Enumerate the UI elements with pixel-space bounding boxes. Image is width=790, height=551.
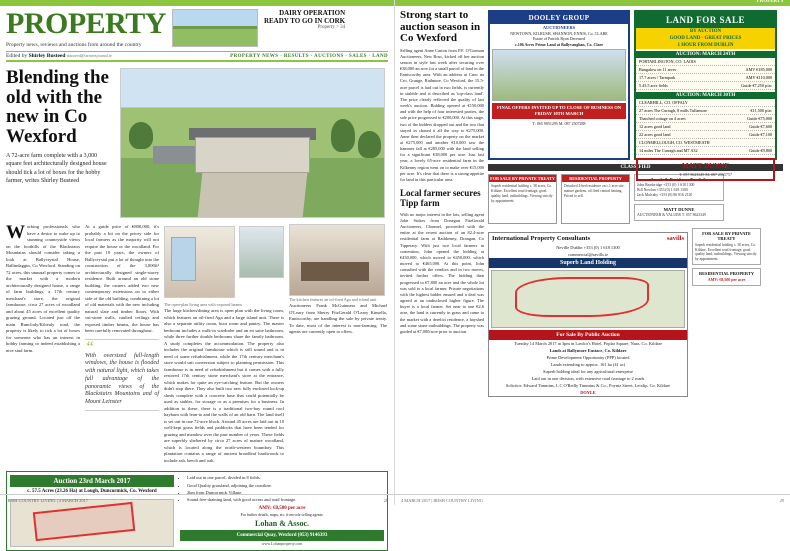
savills-agent: DOYLE <box>580 389 596 395</box>
interior-photo <box>164 226 235 298</box>
lot-price: AMV €110,000 <box>745 75 772 80</box>
lot-desc: 12 acres good land <box>639 124 671 129</box>
savills-auction-bar: For Sale By Public Auction <box>489 330 687 340</box>
landsale-lot-row <box>636 66 775 74</box>
lot-desc: 17.7 acres / Tarmpark <box>639 75 676 80</box>
masthead-photo <box>172 9 258 47</box>
editor-name: Shirley Busteed <box>28 53 66 60</box>
right-article-body: Selling agent Anne Carton from P.F. O'Gorman Auctioneers, New Ross, kicked off her auction season in style last week after securing over €38,000 an acre for a small parcel of land in the Enniscorthy area. With an address at Cnoc na Cro, Grange, Rathnure, Co Wexford, the 15.5-acre parcel is laid out in two fields, is currently in stubble and is described as 'top-class land'. The price clearly reflected the quality of last week's auction. Bidding opened at €150,000 and with the help of four interested parties, the sale price progressed to €200,000. At this stage, two of the bidders dropped out and the two that stayed in chased it all the way to €275,000. Anne then declared the property on the market at €275,000 and another €10,000 saw the hammer fall at €285,000 with the land selling for a significant €38,000 per acre. Just last year, a lovely 65-acre residential farm in the Kilkenny region went on to make over €15,000 per acre. It's clear that there is a strong appetite for land in this particular area. <box>400 47 484 182</box>
savills-brand: savills <box>667 234 684 242</box>
footer-page-number: 28 <box>383 497 388 503</box>
side-advert-title: FOR SALE BY PRIVATE TREATY <box>702 230 751 242</box>
dooley-title: DOOLEY GROUP <box>490 12 628 24</box>
pull-quote-text: With oversized full-length windows, the house is flooded with natural light, which takes full advantage of the panoramic views of the Blackstairs Mountains and of Mount Leinster <box>85 352 159 406</box>
article-column-3 <box>164 224 284 464</box>
savills-detail-2: Lands extending to approx. 161 ha (41 ac) <box>550 361 626 367</box>
right-page-footer <box>395 494 790 505</box>
landsale-lot-row <box>636 147 775 155</box>
dooley-offices: NEWTOWN, KILRUSH, SHANNON, ENNIS, Co. CLARE <box>510 31 608 36</box>
photo-grid <box>164 226 284 298</box>
auction-advert-title: Auction 23rd March 2017 <box>10 475 174 487</box>
dooley-offer-banner: FINAL OFFERS INVITED UP TO CLOSE OF BUSINESS ON FRIDAY 10TH MARCH <box>492 103 626 119</box>
lot-desc: 27 acres The Curragh, 8 mills Tullamore <box>639 108 707 113</box>
lot-desc: 22 acres good land <box>639 132 671 137</box>
classified-ad-body: Detached 4-bed residence on c.1 acre site, mature gardens, oil fired central heating. Priced to sell. <box>564 184 625 198</box>
advert-columns <box>488 228 783 397</box>
lot-desc: Thatched cottage on 4 acres <box>639 116 686 121</box>
dooley-contact[interactable]: T: 065 9051295 M: 087 2507288 <box>532 121 586 127</box>
dooley-property: c.106 Acres Prime Land at Ballyvaughan, Co. Clare <box>514 41 604 47</box>
side-advert-body: Superb residential holding c. 38 acres, Co. Kildare. Excellent road frontage, good quality land, outbuildings. Viewing strictly by appointment. <box>695 243 757 262</box>
landsale-lot-row <box>636 131 775 139</box>
auction-map <box>10 499 174 547</box>
landsale-section-2: AUCTION: MARCH 30TH <box>636 92 775 99</box>
classified-ad-title: FOR SALE BY PRIVATE TREATY <box>490 176 555 181</box>
article-body-3: The large kitchen/dining area is open plan with the living room, which features an oil-fired Aga and a large island unit. There is also a separate utility room, boot room and pantry. The master bedroom includes a walk-in wardrobe and an en suite bathroom, while three further double bedrooms share the family bathroom. A study completes the accommodation. The property also includes the original farmhouse which is still sound and is in need of some refurbishment, while the 17th century merchant's store would suit conversion subject to planning permission. This farmhouse is in need of refurbishment but it comes with a fully restored 17th century stone merchant's store at the entrance, which makes for quite an eye-catching feature. But the owners didn't stop there. They also built two new fully enclosed lock-up sheds complete with a concrete base that could potentially be used as stables, for storage or as a premises for a business. In addition to these, there is a traditional two-bay round roof haybarn with lean-to and the walls of an old barn. The land itself is set out in one 72-acre block. Around 45 acres are laid out in 10 well-kept grass fields and paddocks that have been tended for grazing and meadow over the past number of years. These fields are superbly sheltered by circa 27 acres of mature woodland, which is located along the north-western boundary. This plantation contains a range of ancient broadleaf hardwoods to include ash, beech and oak. <box>164 308 284 463</box>
side-advert-price: AMV: €8,500 per acre <box>707 277 746 283</box>
savills-property: Lands at Ballymore Eustace, Co. Kildare <box>549 347 627 353</box>
masthead-subtitle: Property news, reviews and auctions from around the country <box>6 42 142 48</box>
savills-headline: Superb Land Holding <box>489 258 687 268</box>
auction-advert-left <box>7 472 177 549</box>
tree-decoration <box>358 131 382 158</box>
landsale-lot-row <box>636 123 775 131</box>
contact-name: Bill Nowlan <box>637 187 656 192</box>
auction-agent-website[interactable]: www.Lohanproperty.com <box>261 540 303 546</box>
driveway-shape <box>198 173 308 217</box>
dooley-subtitle: AUCTIONEERS <box>542 25 576 30</box>
article-body-1: Working professionals who have a desire to wake up to stunning countryside views on the foothills of the Blackstairs Mountains should consider taking a look at Ballycrystal House, Ballindaggin, Co Wexford. Standing on 72 acres, this unusual property comes to the market with a modern architecturally designed house, a range of farm buildings, a 17th century merchant's store, the original farmhouse, circa 27 acres of woodland and about 45 acres of excellent quality grazing ground. Located just off the main Bunclody/Kiltealy road, the property is likely to tick a lot of boxes for someone who has an interest in hobby farming or indeed establishing a nice stud farm. <box>6 222 80 353</box>
contact-number[interactable]: +353 (0) 1 618 1300 <box>663 182 695 187</box>
side-advert-2[interactable] <box>692 268 761 286</box>
lot-price: Guide €7,100 <box>749 132 772 137</box>
savills-detail-4: Laid out in one division, with extensive road frontage to 2 roads <box>531 375 645 381</box>
article-column-4 <box>289 224 387 464</box>
side-advert-1[interactable] <box>692 228 761 265</box>
savills-map <box>491 270 685 328</box>
classified-header: CLASSIFIED <box>488 164 783 171</box>
contact-number[interactable]: +353 (0) 86 816 2120 <box>659 192 693 197</box>
lead-block <box>0 62 394 218</box>
matt-dunne-sub[interactable]: AUCTIONEER & VALUER T: 057 8623349 <box>637 212 706 217</box>
landsale-subtitle: BY AUCTION <box>636 28 775 35</box>
photo-caption: The kitchen features an oil-fired Aga and island unit <box>289 297 377 303</box>
footer-publication: IRISH COUNTRY LIVING | 4 MARCH 2017 <box>6 497 88 503</box>
contact-name: John Beasbridge <box>637 182 663 187</box>
auction-advert-right <box>177 472 387 549</box>
section-label: PROPERTY <box>756 0 784 4</box>
footer-page-number: 29 <box>779 497 784 503</box>
landsale-section-1: AUCTION: MARCH 24TH <box>636 51 775 58</box>
advert-area <box>488 10 783 397</box>
lead-text <box>6 68 114 218</box>
quote-mark-icon: “ <box>85 338 94 356</box>
landsale-lot-row <box>636 115 775 123</box>
auction-advert-subtitle: c. 57.5 Acres (23.26 Ha) at Lough, Duncormick, Co. Wexford <box>27 489 157 495</box>
right-advert-stack <box>634 174 724 224</box>
left-page <box>0 0 395 546</box>
footer-publication: 4 MARCH 2017 | IRISH COUNTRY LIVING <box>401 497 483 503</box>
tree-decoration <box>331 119 355 152</box>
landsale-banner: GOOD LAND - GREAT PRICES <box>636 35 775 42</box>
article-standfirst: A 72-acre farm complete with a 3,000 square feet architecturally designed house should tick a lot of boxes for the hobby farmer, writes Shirley Busteed <box>6 153 107 184</box>
auction-price: AMV: €8,500 per acre <box>258 506 306 512</box>
house-shape <box>195 137 311 173</box>
editor-email[interactable]: sbusteed@farmersjournal.ie <box>66 53 112 59</box>
plot-outline <box>32 502 135 541</box>
auction-bullet: • Good Quality grassland, adjoining the coastline. <box>187 483 384 489</box>
savills-detail-3: Superb holding ideal for any agricultural enterprise <box>543 368 633 374</box>
dooley-group-advert[interactable] <box>488 10 630 160</box>
auction-bullet: • Laid out in one parcel, divided in 8 fields. <box>187 475 384 481</box>
contact-number[interactable]: +353 (0) 1 618 1300 <box>656 187 688 192</box>
savills-contact-2[interactable]: commercial@savills.ie <box>567 251 609 257</box>
side-advert-title: RESIDENTIAL PROPERTY <box>698 270 755 276</box>
photo-caption: The open-plan living area with exposed beams <box>164 302 243 308</box>
tree-decoration <box>129 122 153 149</box>
landsale-lot-row <box>636 107 775 115</box>
promo-page-ref: Property > 34 <box>317 25 346 31</box>
landsale-location-2 <box>636 99 775 107</box>
small-advert-row <box>637 193 721 198</box>
auction-agent-name: Lohan & Assoc. <box>254 519 309 529</box>
masthead-strip <box>6 51 388 62</box>
lot-price: Guide €9,800 <box>749 148 772 153</box>
landsale-agent-contact[interactable]: T: 057 8623349 M: 087 2565757 <box>678 172 733 177</box>
promo-line-2: READY TO GO IN CORK <box>263 17 346 26</box>
classified-ad-title: RESIDENTIAL PROPERTY <box>562 175 629 182</box>
auction-advert[interactable] <box>6 471 388 550</box>
hero-photo <box>120 68 385 218</box>
classified-ad[interactable] <box>561 174 630 224</box>
landsale-location-3 <box>636 139 775 147</box>
lot-desc: 14 miles The Curragh and M7 A32 <box>639 148 698 153</box>
article-column-2 <box>85 224 159 464</box>
lot-price: Guide €7,600 <box>749 124 772 129</box>
right-article-column <box>400 10 484 397</box>
classified-ad-body: Superb residential holding c. 38 acres, Co. Kildare. Excellent road frontage, good quality land, outbuildings. Viewing strictly by appointment. <box>491 184 553 203</box>
right-article-headline: Strong start to auction season in Co Wexford <box>400 9 481 45</box>
landsale-lot-row <box>636 74 775 82</box>
lot-price: Guide €7,250 p/ac <box>741 83 772 88</box>
right-article-body-2: With no major interest in the lots, selling agent John Stokes from Donegan FitzGerald Auctioneers, Clonmel, proceeded with the entire at the recent auction of an 82.4-acre residential farm at Rathkenny, Drangan, Co Tipperary. With just two local farmers in contention, John opened the bidding at €430,000, which moved to €450,000, which moved to €465,000. At this point, John consulted with the vendors and in two moves, invited further offers. The bidding then progressed to €7,800 an acre and the whole lot was sold to a local farmer. Private negotiations with the highest bidder ensued and a deal was agreed at an undisclosed higher figure. The buyer is a local farmer. Set near to one €2.6 acre, the land is currently in grass and came to the market with a derelict residence, a hayshed and some stone outbuildings. The property was guided at €7,000/acre prior to auction. <box>400 211 484 334</box>
left-page-footer <box>0 494 394 505</box>
pull-quote <box>85 339 159 411</box>
landsale-title: LAND FOR SALE <box>636 12 775 28</box>
edited-by-label: Edited by <box>6 53 28 60</box>
small-advert-title: Lands & Residence For Sale <box>651 177 707 182</box>
auction-contact-note: For further details, maps, etc. from sole selling agents: <box>240 513 324 518</box>
classified-ad[interactable] <box>488 174 557 224</box>
lot-price: Guide €75,000 <box>747 116 772 121</box>
page-title: PROPERTY <box>6 7 166 40</box>
lot-desc: 5.43.5 acre fields <box>639 83 668 88</box>
landsale-loc-label: PORTARLINGTON, CO. LAOIS <box>639 59 696 64</box>
article-body-4: Auctioneers Frank McGuinness and Michael O'Leary from Sherry FitzGerald O'Leary Kinsella, Enniscorthy, are handling the sale by private treaty. To date, most of the interest is non-farming. The agents are currently open to offers. <box>289 303 387 335</box>
right-page-body <box>395 6 790 397</box>
dooley-photo <box>492 49 626 101</box>
right-page <box>395 0 790 505</box>
matt-dunne-name: MATT DUNNE <box>663 206 695 212</box>
landsale-lot-row <box>636 82 775 90</box>
kitchen-photo <box>289 224 385 296</box>
contact-name: Jack Mulcahy <box>637 192 659 197</box>
matt-dunne-block[interactable] <box>636 158 775 181</box>
editor-credit <box>6 53 112 59</box>
field-photo <box>239 226 284 278</box>
savills-solicitor: Solicitor: Edward Timmins, L C O'Reilly Timmins & Co., Poyntz Street, Leixlip, Co. Kildare <box>505 382 671 388</box>
landsale-location-1 <box>636 58 775 66</box>
land-outline <box>515 277 649 316</box>
article-headline: Blending the old with the new in Co Wexford <box>6 67 109 147</box>
savills-detail-1: Prime Development Opportunity (PPP) located <box>546 354 630 360</box>
section-nav[interactable]: PROPERTY NEWS · RESULTS · AUCTIONS · SALES · LAND <box>230 53 388 59</box>
auction-bullet: • 2km from Duncormick Village. <box>187 490 384 496</box>
masthead <box>0 6 394 49</box>
article-columns <box>0 218 394 468</box>
lot-price: €11,500 p/ac <box>750 108 772 113</box>
classified-mini-ads <box>488 174 783 224</box>
right-article-subhead: Local farmer secures Tipp farm <box>400 188 481 208</box>
matt-dunne-advert[interactable] <box>634 204 724 221</box>
landsale-banner-2: 1 HOUR FROM DUBLIN <box>636 42 775 49</box>
dooley-estate: Estate of Patrick Ryan Deceased <box>532 36 586 42</box>
auction-bullet: • Sound free-draining land, with good access and road frontage. <box>187 497 384 503</box>
landsale-agent: MATT DUNNE <box>682 162 729 170</box>
top-green-rule <box>395 0 790 6</box>
auction-agent-contact: Commercial Quay, Wexford (053) 9146393 <box>180 530 384 541</box>
lot-price: AMV €185,000 <box>745 67 772 72</box>
promo-line-1: DAIRY OPERATION <box>279 9 346 17</box>
savills-auction-date: Tuesday 14 March 2017 at 3pm in Lawlor's Hotel, Poplar Square, Naas, Co. Kildare <box>513 340 663 346</box>
savills-title: International Property Consultants <box>492 234 591 242</box>
advert-side-column <box>692 228 761 397</box>
landsale-loc-label: CLONMELLOUGH, CO. WESTMEATH <box>639 140 710 145</box>
landsale-loc-label: CLEARHILL, CO. OFFALY <box>639 100 688 105</box>
barn-shape <box>153 146 195 164</box>
savills-advert[interactable] <box>488 232 688 397</box>
lot-desc: Bungalow on 11 acres <box>639 67 677 72</box>
savills-contact-1[interactable]: Neville Dublin +353 (0) 1 618 1300 <box>556 244 620 250</box>
savills-header <box>489 233 687 244</box>
article-body-2: At a guide price of €800,000, it's probably a bit on the pricey side for local farmers as the majority will not require the house or the woodland. For the past 10 years, the owners of Ballycrystal put a lot of thought into the construction of the 3,000ft² architecturally designed single-storey residence. Built around an old stone building, the owners added two new contemporary extensions on to either side of the old building, combining a lot of old materials with the new including natural slate and timber floors. With cut-stone walls, vaulted ceilings and exposed timber beams, the house has been carefully renovated throughout. <box>85 224 159 334</box>
article-column-1 <box>6 224 80 464</box>
promo-teaser <box>264 9 345 31</box>
